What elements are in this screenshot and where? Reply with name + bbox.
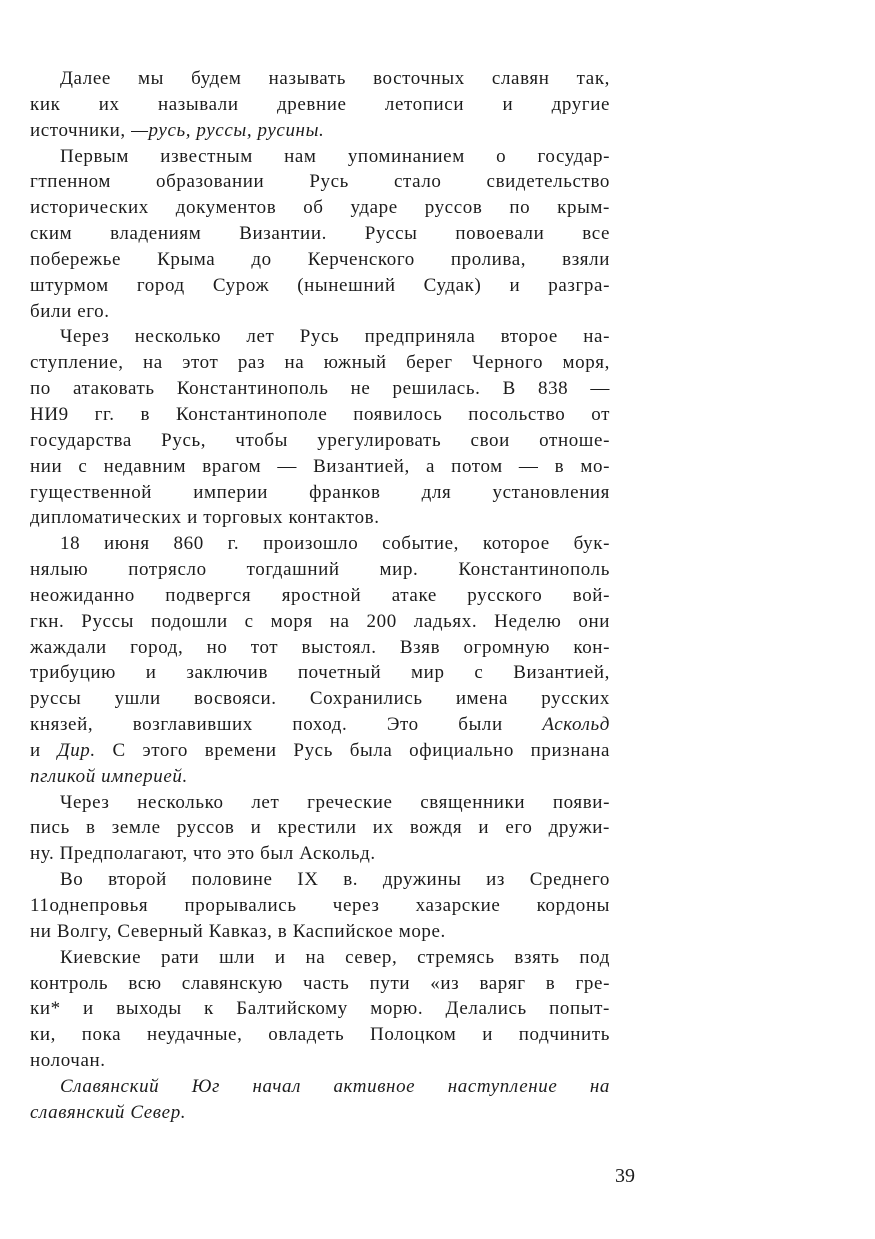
text-line: пись в земле руссов и крестили их вождя и его дружи- — [30, 817, 610, 839]
text-line: ни Волгу, Северный Кавказ, в Каспийское море. — [30, 920, 446, 942]
text-line: побережье Крыма до Керченского пролива, взяли — [30, 248, 610, 270]
text-line: Славянский Юг начал активное наступление на — [60, 1075, 610, 1097]
text-line: гтпенном образовании Русь стало свидетельство — [30, 171, 610, 193]
text-line: и Дир. С этого времени Русь была официально признана — [30, 739, 610, 761]
text-line: по атаковать Константинополь не решилась. В 838 — — [30, 378, 610, 400]
text-line: Киевские рати шли и на север, стремясь взять под — [60, 946, 610, 968]
text-line: дипломатических и торговых контактов. — [30, 507, 380, 529]
text-line: государства Русь, чтобы урегулировать свои отноше- — [30, 429, 610, 451]
text-line: нялыю потрясло тогдашний мир. Константинополь — [30, 559, 610, 581]
book-page — [30, 0, 635, 1239]
text-line: князей, возглавивших поход. Это были Аскольд — [30, 714, 610, 736]
text-line: 18 июня 860 г. произошло событие, которое бук- — [60, 533, 610, 555]
text-line: пгликой империей. — [30, 765, 188, 787]
text-line: Далее мы будем называть восточных славян так, — [60, 68, 610, 89]
text-line: ки, пока неудачные, овладеть Полоцком и подчинить — [30, 1024, 610, 1046]
text-line: Во второй половине IX в. дружины из Среднего — [60, 869, 610, 891]
body-text — [30, 66, 610, 1126]
text-line: ну. Предполагают, что это был Аскольд. — [30, 843, 376, 865]
text-line: нолочан. — [30, 1050, 106, 1072]
text-line: Через несколько лет греческие священники появи- — [60, 791, 610, 813]
text-line: НИ9 гг. в Константинополе появилось посольство от — [30, 403, 610, 425]
text-line: славянский Север. — [30, 1101, 187, 1123]
text-line: руссы ушли восвояси. Сохранились имена русских — [30, 688, 610, 710]
text-line: Через несколько лет Русь предприняла второе на- — [60, 326, 610, 348]
text-line: кик их называли древние летописи и другие — [30, 93, 610, 115]
text-line: ским владениям Византии. Руссы повоевали все — [30, 223, 610, 245]
text-line: трибуцию и заключив почетный мир с Византией, — [30, 662, 610, 684]
text-line: Первым известным нам упоминанием о государ- — [60, 145, 610, 167]
text-line: ступление, на этот раз на южный берег Черного моря, — [30, 352, 610, 374]
text-line: исторических документов об ударе руссов по крым- — [30, 197, 610, 219]
text-line: неожиданно подвергся яростной атаке русского вой- — [30, 584, 610, 606]
text-line: гкн. Руссы подошли с моря на 200 ладьях. Неделю они — [30, 610, 610, 632]
text-line: жаждали город, но тот выстоял. Взяв огромную кон- — [30, 636, 610, 658]
text-line: гущественной империи франков для установления — [30, 481, 610, 503]
text-line: источники, —русь, руссы, русины. — [30, 119, 325, 141]
text-line: ки* и выходы к Балтийскому морю. Делались попыт- — [30, 998, 610, 1020]
text-line: контроль всю славянскую часть пути «из варяг в гре- — [30, 972, 610, 994]
text-line: штурмом город Сурож (нынешний Судак) и разгра- — [30, 274, 610, 296]
text-line: 11однепровья прорывались через хазарские кордоны — [30, 895, 610, 916]
page-number: 39 — [615, 1165, 635, 1187]
text-line: нии с недавним врагом — Византией, а потом — в мо- — [30, 455, 610, 477]
text-line: били его. — [30, 300, 110, 322]
